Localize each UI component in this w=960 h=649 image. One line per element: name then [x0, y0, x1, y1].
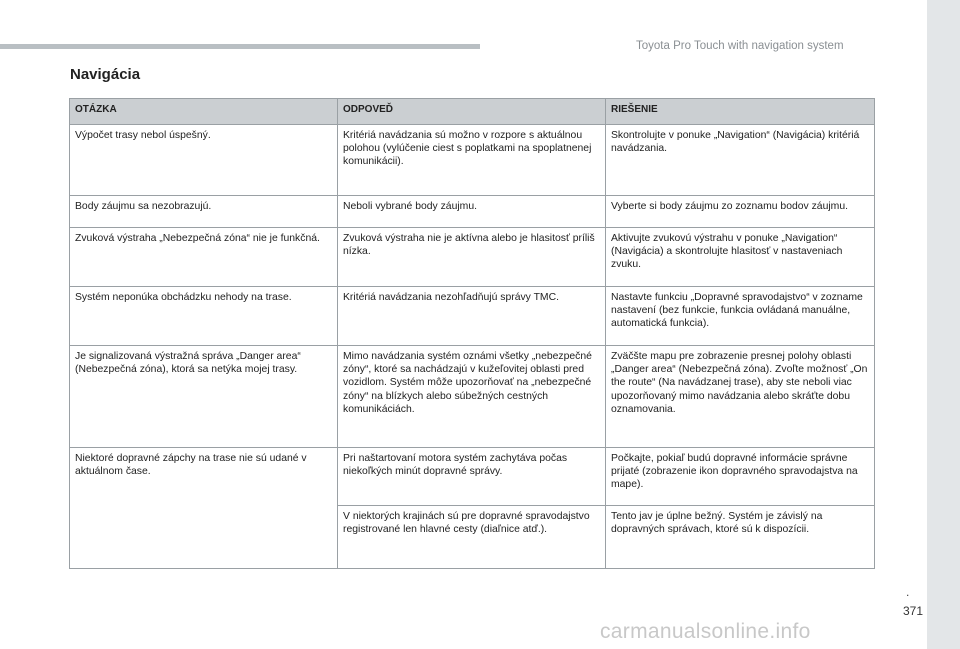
- answer-cell: V niektorých krajinách sú pre dopravné spravodajstvo registrované len hlavné cesty (diaľnice atď.).: [338, 506, 606, 569]
- solution-cell: Skontrolujte v ponuke „Navigation“ (Navigácia) kritériá navádzania.: [606, 125, 875, 196]
- answer-cell: Kritériá navádzania nezohľadňujú správy TMC.: [338, 287, 606, 346]
- continuation-dot: .: [906, 585, 910, 599]
- watermark: carmanualsonline.info: [600, 620, 811, 643]
- question-cell: Výpočet trasy nebol úspešný.: [70, 125, 338, 196]
- answer-cell: Zvuková výstraha nie je aktívna alebo je hlasitosť príliš nízka.: [338, 228, 606, 287]
- solution-cell: Tento jav je úplne bežný. Systém je závislý na dopravných správach, ktoré sú k dispozícii.: [606, 506, 875, 569]
- header-rule: [0, 44, 480, 49]
- answer-cell: Kritériá navádzania sú možno v rozpore s aktuálnou polohou (vylúčenie ciest s poplatkami na spoplatnenej komunikácii).: [338, 125, 606, 196]
- running-header: Toyota Pro Touch with navigation system: [636, 40, 844, 52]
- answer-cell: Neboli vybrané body záujmu.: [338, 196, 606, 228]
- section-title: Navigácia: [70, 66, 141, 83]
- page-number: 371: [903, 604, 924, 618]
- faq-table: [69, 98, 875, 569]
- table-row: [70, 196, 875, 228]
- question-cell: Niektoré dopravné zápchy na trase nie sú udané v aktuálnom čase.: [70, 448, 338, 569]
- question-cell: Body záujmu sa nezobrazujú.: [70, 196, 338, 228]
- table-row: [70, 346, 875, 448]
- question-cell: Je signalizovaná výstražná správa „Danger area“ (Nebezpečná zóna), ktorá sa netýka mojej trasy.: [70, 346, 338, 448]
- page-side-strip: [927, 0, 960, 649]
- question-cell: Zvuková výstraha „Nebezpečná zóna“ nie je funkčná.: [70, 228, 338, 287]
- column-header-answer: ODPOVEĎ: [338, 99, 606, 125]
- table-header-row: [70, 99, 875, 125]
- solution-cell: Počkajte, pokiaľ budú dopravné informácie správne prijaté (zobrazenie ikon dopravného spravodajstva na mape).: [606, 448, 875, 506]
- table-row: [70, 125, 875, 196]
- question-cell: Systém neponúka obchádzku nehody na trase.: [70, 287, 338, 346]
- solution-cell: Vyberte si body záujmu zo zoznamu bodov záujmu.: [606, 196, 875, 228]
- answer-cell: Mimo navádzania systém oznámi všetky „nebezpečné zóny“, ktoré sa nachádzajú v kužeľovitej oblasti pred vozidlom. Systém môže upozorňovať na „nebezpečné zóny“ na blízkych alebo súbežných cestných komunikáciách.: [338, 346, 606, 448]
- solution-cell: Zväčšte mapu pre zobrazenie presnej polohy oblasti „Danger area“ (Nebezpečná zóna). Zvoľte možnosť „On the route“ (Na navádzanej trase), aby ste neboli viac upozorňovaný mimo navádzania alebo skráťte dobu oznamovania.: [606, 346, 875, 448]
- table-row: [70, 448, 875, 506]
- answer-cell: Pri naštartovaní motora systém zachytáva počas niekoľkých minút dopravné správy.: [338, 448, 606, 506]
- table-row: [70, 287, 875, 346]
- solution-cell: Aktivujte zvukovú výstrahu v ponuke „Navigation“ (Navigácia) a skontrolujte hlasitosť v nastaveniach zvuku.: [606, 228, 875, 287]
- solution-cell: Nastavte funkciu „Dopravné spravodajstvo“ v zozname nastavení (bez funkcie, funkcia ovládaná manuálne, automatická funkcia).: [606, 287, 875, 346]
- table-row: [70, 228, 875, 287]
- column-header-solution: RIEŠENIE: [606, 99, 875, 125]
- column-header-question: OTÁZKA: [70, 99, 338, 125]
